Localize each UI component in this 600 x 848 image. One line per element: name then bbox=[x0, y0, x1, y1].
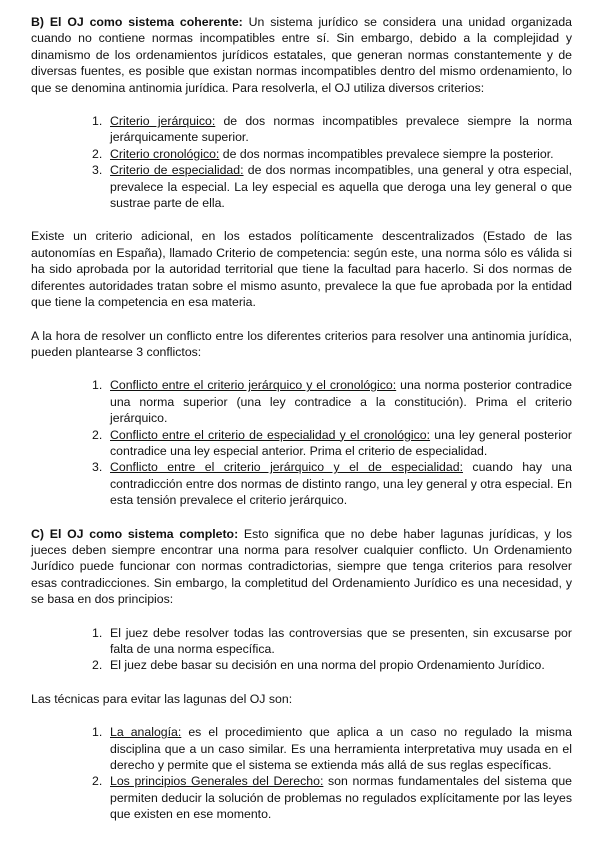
tecnicas-list bbox=[31, 724, 572, 822]
list-item bbox=[92, 113, 572, 146]
list-text: es el procedimiento que aplica a un caso no regulado la misma disciplina que a un caso similar. Es una herramienta interpretativa muy usada en el derecho y permite que el sistema se extienda más allá de sus reglas específicas. bbox=[110, 725, 572, 773]
list-number: 1. bbox=[92, 378, 103, 393]
list-term: Criterio jerárquico: bbox=[110, 114, 216, 129]
list-term: Conflicto entre el criterio de especialidad y el cronológico: bbox=[110, 427, 431, 442]
list-number: 2. bbox=[92, 146, 103, 161]
list-item bbox=[92, 459, 572, 508]
list-number: 2. bbox=[92, 658, 103, 673]
list-number: 1. bbox=[92, 114, 103, 129]
list-text: de dos normas incompatibles prevalece siempre la posterior. bbox=[219, 146, 554, 161]
criterios-list bbox=[31, 113, 572, 211]
conflictos-intro: A la hora de resolver un conflicto entre los diferentes criterios para resolver una antinomia jurídica, pueden plantearse 3 conflictos: bbox=[31, 328, 572, 359]
conflictos-list bbox=[31, 377, 572, 508]
section-b-text: Un sistema jurídico se considera una unidad organizada cuando no contiene normas incompatibles entre sí. Sin embargo, debido a la complejidad y dinamismo de los ordenamientos jurídicos estatales, que generan normas constantemente y de diversas fuentes, es posible que existan normas incompatibles dentro del mismo ordenamiento, lo que se denomina antinomia jurídica. Para resolverla, el OJ utiliza diversos criterios: bbox=[31, 15, 573, 95]
list-item bbox=[92, 377, 572, 426]
list-number: 3. bbox=[92, 163, 103, 178]
list-item bbox=[92, 427, 572, 460]
list-number: 2. bbox=[92, 774, 103, 789]
list-number: 1. bbox=[92, 725, 103, 740]
list-term: Criterio cronológico: bbox=[110, 146, 220, 161]
section-c-heading: C) El OJ como sistema completo: bbox=[31, 526, 239, 541]
adicional-paragraph: Existe un criterio adicional, en los estados políticamente descentralizados (Estado de las autonomías en España), llamado Criterio de competencia: según este, una norma sólo es válida si ha sido aprobada por la autoridad territorial que tiene la facultad para hacerlo. Si dos normas de diferentes autoridades tratan sobre el mismo asunto, prevalece la que fue aprobada por la entidad que tiene la competencia en esa materia. bbox=[31, 229, 572, 310]
section-c-paragraph bbox=[31, 526, 572, 608]
list-term: La analogía: bbox=[110, 725, 182, 740]
section-b-paragraph bbox=[31, 14, 572, 96]
list-text: una ley general posterior contradice una ley especial anterior. Prima el criterio de especialidad. bbox=[110, 427, 572, 458]
list-text: de dos normas incompatibles prevalece siempre la norma jerárquicamente superior. bbox=[110, 114, 572, 145]
list-term: Los principios Generales del Derecho: bbox=[110, 774, 324, 789]
list-item bbox=[92, 657, 572, 673]
list-number: 3. bbox=[92, 460, 103, 475]
list-text: cuando hay una contradicción entre dos normas de distinto rango, una ley general y otra especial. En esta tensión prevalece el criterio jerárquico. bbox=[110, 460, 572, 508]
list-text: El juez debe resolver todas las controversias que se presenten, sin excusarse por falta de una norma específica. bbox=[110, 625, 572, 656]
list-item bbox=[92, 625, 572, 658]
list-item bbox=[92, 162, 572, 211]
list-text: El juez debe basar su decisión en una norma del propio Ordenamiento Jurídico. bbox=[110, 658, 545, 673]
list-text: una norma posterior contradice una norma superior (una ley contradice a la constitución). Prima el criterio jerárquico. bbox=[110, 378, 572, 426]
section-b-heading: B) El OJ como sistema coherente: bbox=[31, 15, 243, 29]
list-term: Conflicto entre el criterio jerárquico y el de especialidad: bbox=[110, 460, 463, 475]
principios-list bbox=[31, 625, 572, 674]
list-text: son normas fundamentales del sistema que permiten deducir la solución de problemas no regulados explícitamente por las leyes que existen en ese momento. bbox=[110, 774, 572, 822]
tecnicas-intro: Las técnicas para evitar las lagunas del OJ son: bbox=[31, 691, 293, 706]
section-c-text: Esto significa que no debe haber lagunas jurídicas, y los jueces deben siempre encontrar una norma para resolver cualquier conflicto. Un Ordenamiento Jurídico puede funcionar con normas contradictorias, siempre que tenga criterios para resolver esas contradicciones. Sin embargo, la completitud del Ordenamiento Jurídico es una necesidad, y se basa en dos principios: bbox=[31, 526, 572, 607]
list-item bbox=[92, 724, 572, 773]
list-item bbox=[92, 146, 572, 162]
list-number: 1. bbox=[92, 625, 103, 640]
list-item bbox=[92, 773, 572, 822]
list-number: 2. bbox=[92, 427, 103, 442]
list-term: Criterio de especialidad: bbox=[110, 163, 244, 178]
list-text: de dos normas incompatibles, una general y otra especial, prevalece la especial. La ley especial es aquella que deroga una ley general o que sustrae parte de ella. bbox=[110, 163, 572, 211]
list-term: Conflicto entre el criterio jerárquico y el cronológico: bbox=[110, 378, 397, 393]
